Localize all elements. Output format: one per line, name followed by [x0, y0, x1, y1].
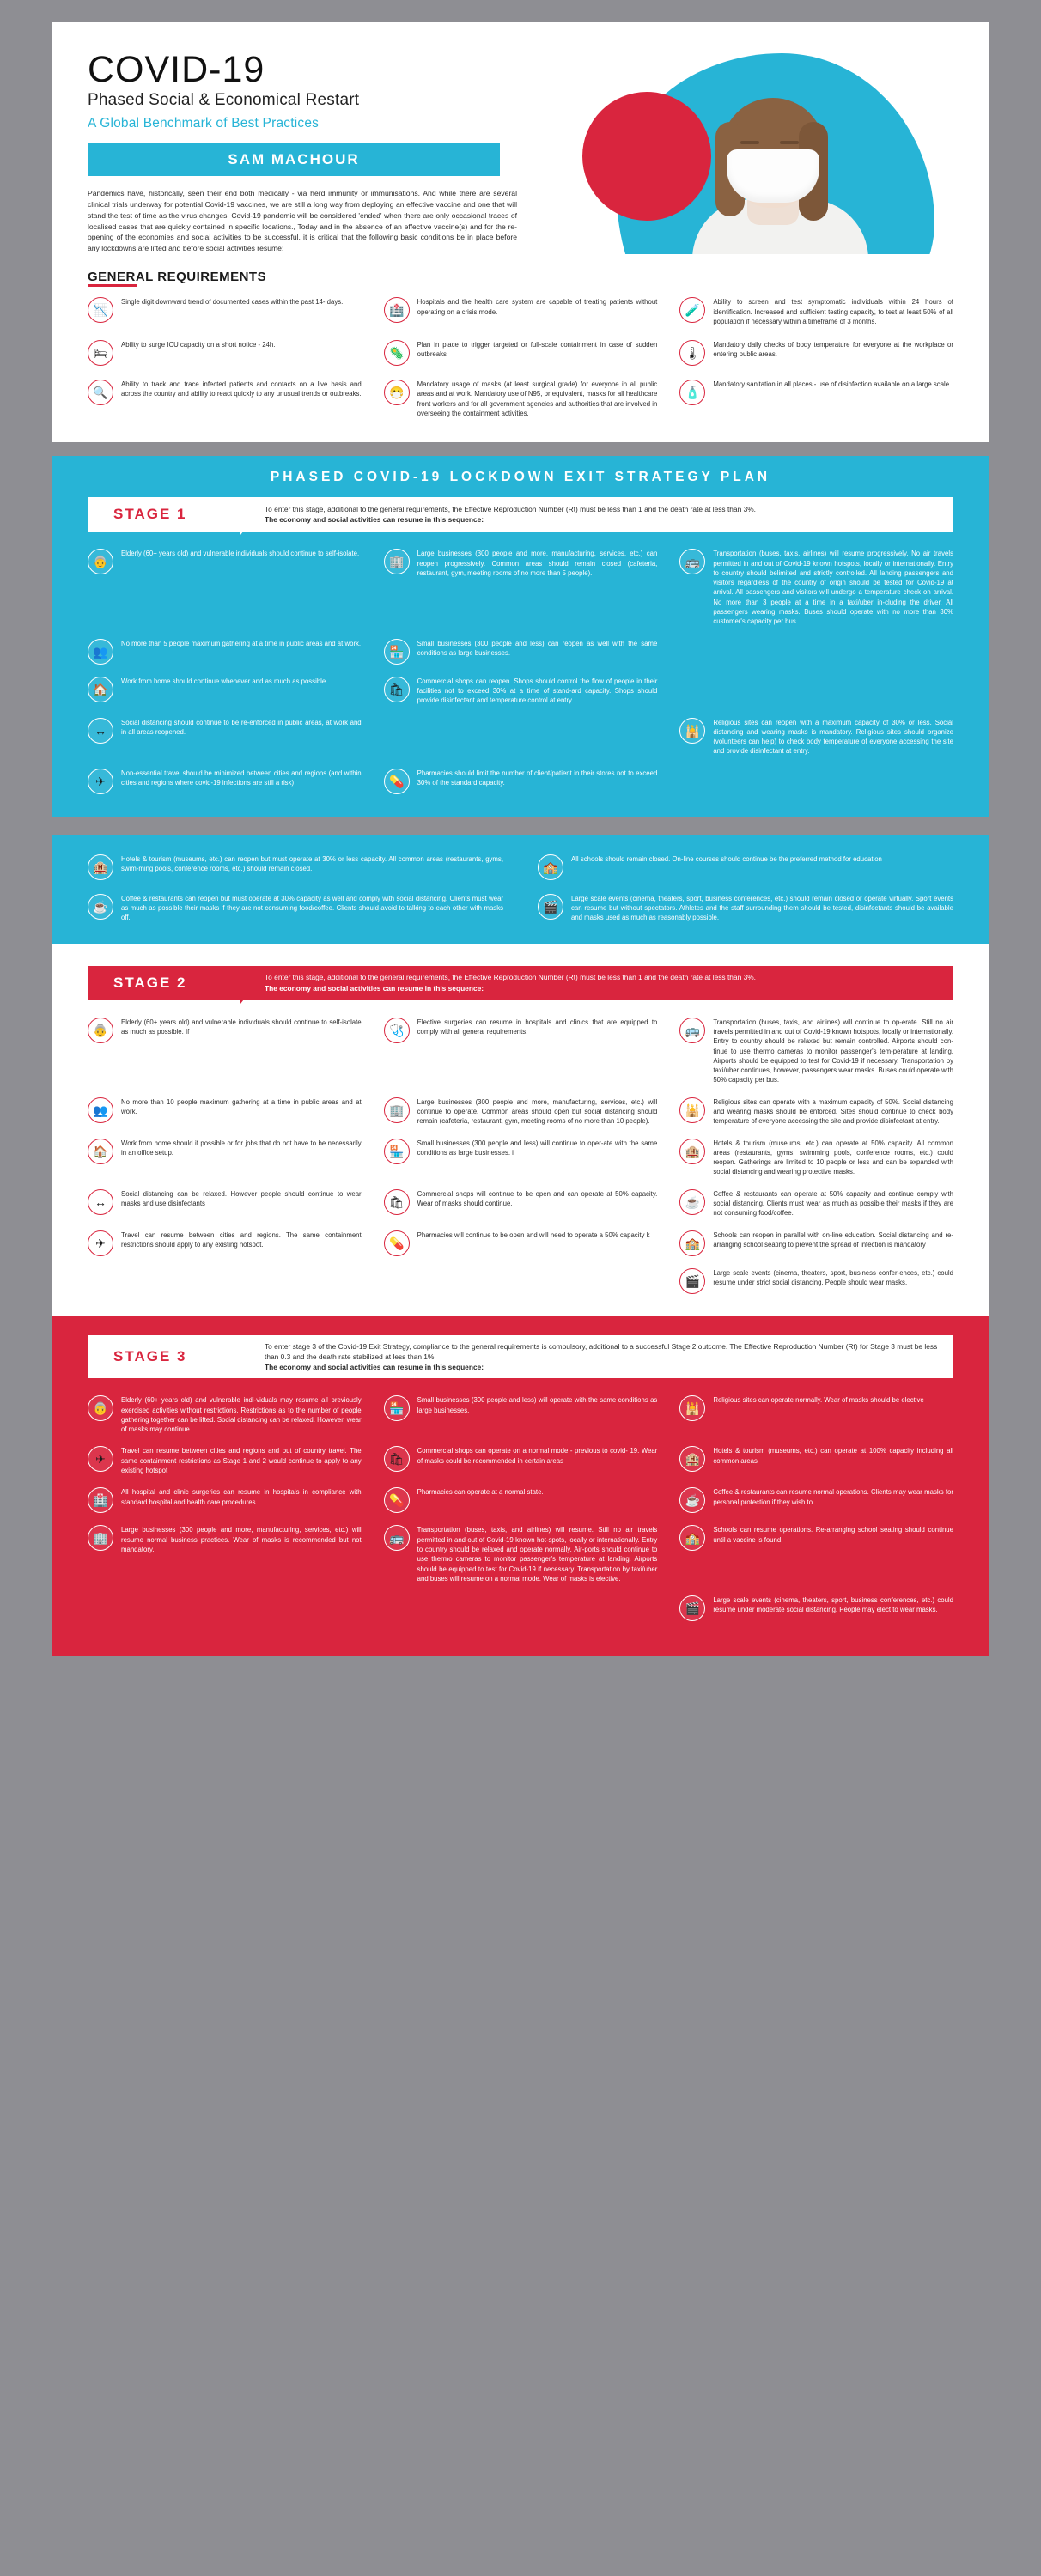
stage1-item	[88, 718, 362, 756]
stage3-item	[679, 1487, 953, 1513]
restaurant-icon: ☕	[679, 1487, 705, 1513]
stage1-item	[88, 639, 362, 665]
social-distancing-icon: ↔	[88, 1189, 113, 1215]
stage1-header	[52, 497, 989, 532]
stage3-item-text: Elderly (60+ years old) and vulnerable indi-viduals may resume all previously exercised activities without restrictions. Restrictions as to the number of people gathering together can be lifted. Social distancing can be relaxed. However, wear of masks may continue.	[121, 1396, 362, 1434]
stage1-item-text: Elderly (60+ years old) and vulnerable individuals should continue to self-isolate.	[121, 550, 360, 558]
stage1-item	[88, 854, 503, 880]
requirement-text: Mandatory usage of masks (at least surgical grade) for everyone in all public areas and at work. Mandatory use of N95, or equivalent, masks for all healthcare front workers and for all government agencies and authorities that are involved in overseeing the containment activities.	[417, 380, 658, 417]
requirement-item	[88, 340, 362, 366]
stage1-item	[679, 549, 953, 626]
stage3-item	[88, 1446, 362, 1475]
work-from-home-icon: 🏠	[88, 1139, 113, 1164]
stage1-continued-grid	[52, 835, 989, 944]
large-event-icon: 🎬	[679, 1595, 705, 1621]
travel-restriction-icon: ✈	[88, 1446, 113, 1472]
pharmacy-icon: 💊	[384, 769, 410, 794]
stage1-item-text: Social distancing should continue to be re-enforced in public areas, at work and in all areas reopened.	[121, 718, 362, 736]
hotel-icon: 🏨	[679, 1139, 705, 1164]
large-business-icon: 🏢	[384, 549, 410, 574]
stage2-desc-line1: To enter this stage, additional to the general requirements, the Effective Reproduction Number (Rt) must be less than 1 and the death rate at less than 3%.	[265, 973, 756, 982]
requirement-item	[88, 297, 362, 326]
stage1-desc-line1: To enter this stage, additional to the general requirements, the Effective Reproduction Number (Rt) must be less than 1 and the death rate at less than 3%.	[265, 505, 756, 514]
requirement-item	[679, 340, 953, 366]
stage3-item	[384, 1446, 658, 1475]
stage3-desc-line1: To enter stage 3 of the Covid-19 Exit Strategy, compliance to the general requirements is compulsory, additional to a successful Stage 2 outcome. The Effective Reproduction Number (Rt) for Stage 3 must be less than 0.3 and the death rate stabilized at less than 1%.	[265, 1341, 938, 1361]
page-tagline: A Global Benchmark of Best Practices	[88, 115, 320, 131]
stage1-item-text: Small businesses (300 people and less) can reopen as well with the same conditions as large businesses.	[417, 639, 658, 657]
stage3-item-text: All hospital and clinic surgeries can resume in hospitals in compliance with standard hospital and health care procedures.	[121, 1488, 362, 1506]
stage3-desc-line2: The economy and social activities can resume in this sequence:	[265, 1363, 484, 1372]
stage2-item-text: Social distancing can be relaxed. However people should continue to wear masks and use disinfectants	[121, 1189, 362, 1208]
stage3-panel	[52, 1316, 989, 1656]
hotel-icon: 🏨	[88, 854, 113, 880]
stage2-item	[88, 1097, 362, 1127]
requirement-text: Ability to track and trace infected patients and contacts on a live basis and across the country and ability to react quickly to any unusual trends or outbreaks.	[121, 380, 362, 398]
elderly-icon: 👵	[88, 549, 113, 574]
surgery-icon: 🩺	[384, 1018, 410, 1043]
downward-trend-icon: 📉	[88, 297, 113, 323]
stage3-header	[52, 1335, 989, 1379]
transport-icon: 🚌	[679, 549, 705, 574]
stage1-item-text: Work from home should continue whenever and as much as possible.	[121, 677, 328, 685]
shop-icon: 🛍	[384, 1189, 410, 1215]
school-icon: 🏫	[679, 1230, 705, 1256]
requirement-item	[384, 297, 658, 326]
stage2-item	[88, 1018, 362, 1085]
stage1-desc-line2: The economy and social activities can resume in this sequence:	[265, 515, 484, 525]
hero-section	[52, 22, 989, 254]
requirement-text: Ability to surge ICU capacity on a short notice - 24h.	[121, 341, 276, 349]
stage2-item	[679, 1230, 953, 1256]
shop-icon: 🛍	[384, 1446, 410, 1472]
page-subtitle: Phased Social & Economical Restart	[88, 90, 360, 109]
contact-tracing-icon: 🔍	[88, 380, 113, 405]
stage1-item-text: Coffee & restaurants can reopen but must operate at 30% capacity as well and comply with social distancing. Clients must wear as much as possible their masks if they are not consuming food/coffee. Clients should avoid to talking to each other with masks off.	[121, 894, 503, 922]
general-requirements-heading: GENERAL REQUIREMENTS	[88, 270, 267, 285]
stage2-item-text: Large businesses (300 people and more, manufacturing, services, etc.) will continue to operate. Common areas should open but social distancing should remain (cafeteria, restaurant, gym, meeting rooms of no more than 10 people).	[417, 1097, 658, 1126]
stage2-item-text: Religious sites can operate with a maximum capacity of 50%. Social distancing and wearing masks should be enforced. Sites should continue to check body temperature of everyone accessing the site and provide disinfectant at entry.	[713, 1097, 953, 1126]
work-from-home-icon: 🏠	[88, 677, 113, 702]
stage1-description	[240, 497, 953, 532]
stage2-panel	[52, 944, 989, 1316]
stage3-item	[88, 1487, 362, 1513]
stage1-item	[88, 677, 362, 706]
face-mask-icon: 😷	[384, 380, 410, 405]
stage3-item-text: Large scale events (cinema, theaters, sport, business conferences, etc.) could resume under moderate social distancing. People may elect to wear masks.	[713, 1596, 953, 1614]
stage3-item-text: Hotels & tourism (museums, etc.) can operate at 100% capacity including all common areas	[713, 1447, 953, 1465]
hospital-icon: 🏥	[384, 297, 410, 323]
transport-icon: 🚌	[679, 1018, 705, 1043]
stage1-item	[384, 677, 658, 706]
stage1-item	[384, 549, 658, 626]
requirement-text: Mandatory sanitation in all places - use of disinfection available on a large scale.	[713, 380, 952, 389]
stage3-item	[679, 1446, 953, 1475]
small-business-icon: 🏪	[384, 639, 410, 665]
religious-site-icon: 🕌	[679, 1097, 705, 1123]
stage1-item	[538, 854, 953, 880]
stage1-item-text: Large businesses (300 people and more, manufacturing, services, etc.) can reopen progressively. Common areas should remain closed (cafeteria, restaurant, gym, meeting rooms of no more than 5 people).	[417, 550, 658, 577]
stage1-item-text: Commercial shops can reopen. Shops should control the flow of people in their facilities not to exceed 30% at a time of stand-ard capacity. Shops should provide disinfectant and temperature control at entry.	[417, 677, 658, 705]
stage2-item-text: Travel can resume between cities and regions. The same containment restrictions should apply to any existing hotspot.	[121, 1230, 362, 1249]
stage1-item	[679, 718, 953, 756]
stage2-item	[88, 1230, 362, 1256]
stage2-item-text: Elective surgeries can resume in hospitals and clinics that are equipped to comply with all general requirements.	[417, 1018, 658, 1036]
stage1-item	[384, 639, 658, 665]
stage3-item-text: Travel can resume between cities and regions and out of country travel. The same containment restrictions as Stage 1 and 2 would continue to apply to any existing hotspot	[121, 1447, 362, 1475]
strategy-banner: PHASED COVID-19 LOCKDOWN EXIT STRATEGY PLAN	[270, 470, 771, 485]
stage3-item-text: Commercial shops can operate on a normal mode - previous to covid- 19. Wear of masks could be recommended in certain areas	[417, 1447, 658, 1465]
stage2-desc-line2: The economy and social activities can resume in this sequence:	[265, 983, 484, 993]
stage3-item-text: Small businesses (300 people and less) will operate with the same conditions as large businesses.	[417, 1396, 658, 1414]
stage3-item-text: Pharmacies can operate at a normal state.	[417, 1488, 544, 1497]
masked-woman-illustration	[668, 70, 892, 254]
stage1-item	[88, 549, 362, 626]
infographic-page	[52, 22, 989, 1656]
elderly-icon: 👵	[88, 1018, 113, 1043]
stage2-item	[384, 1189, 658, 1218]
pharmacy-icon: 💊	[384, 1487, 410, 1513]
large-business-icon: 🏢	[384, 1097, 410, 1123]
stage1-panel	[52, 456, 989, 816]
stage2-item	[88, 1139, 362, 1177]
large-event-icon: 🎬	[538, 894, 563, 920]
hospital-icon: 🏥	[88, 1487, 113, 1513]
stage2-item	[679, 1139, 953, 1177]
stage2-item-text: Transportation (buses, taxis, and airlines) will continue to op-erate. Still no air travels permitted in and out of Covid-19 known hotspots, locally or internationally. Entry to country should be relaxed but remain controlled. Airports should con-tinue to use thermo cameras to monitor passenger's tem-perature at landing. Airports should be equipped to test for Covid-19 if necessary. Transportation by taxi/uber continues, however, passengers wear masks. Buses could operate with 50% capacity per bus.	[713, 1018, 953, 1084]
stage3-item	[679, 1595, 953, 1621]
stage1-item-text: Large scale events (cinema, theaters, sport, business conferences, etc.) should remain closed or operate virtually. Sport events can resume but without spectators. Athletes and the staff surrounding them should be tested, disinfectants should be available and masks used as much as reasonably possible.	[571, 894, 953, 922]
stage3-item	[88, 1525, 362, 1583]
stage1-item-text: Pharmacies should limit the number of client/patient in their stores not to exceed 30% of the standard capacity.	[417, 769, 658, 787]
shop-icon: 🛍	[384, 677, 410, 702]
stage3-item-text: Coffee & restaurants can resume normal operations. Clients may wear masks for personal protection if they wish to.	[713, 1488, 953, 1506]
transport-icon: 🚌	[384, 1525, 410, 1551]
stage2-items-grid	[52, 1000, 989, 1316]
requirement-text: Mandatory daily checks of body temperature for everyone at the workplace or entering public areas.	[713, 341, 953, 359]
icu-bed-icon: 🛏	[88, 340, 113, 366]
thermometer-icon: 🌡	[679, 340, 705, 366]
requirement-text: Plan in place to trigger targeted or full-scale containment in case of sudden outbreaks	[417, 341, 658, 359]
stage1-item-text: Non-essential travel should be minimized between cities and regions (and within cities and regions where covid-19 infections are still a risk)	[121, 769, 362, 787]
stage2-item-text: Work from home should if possible or for jobs that do not have to be necessarily in an office setup.	[121, 1139, 362, 1157]
requirement-item	[679, 297, 953, 326]
stage1-item	[88, 769, 362, 794]
stage2-item-text: Large scale events (cinema, theaters, sport, business confer-ences, etc.) could resume under strict social distancing. People should wear masks.	[713, 1268, 953, 1286]
requirement-item	[679, 380, 953, 418]
small-business-icon: 🏪	[384, 1395, 410, 1421]
stage2-item	[384, 1230, 658, 1256]
stage3-item	[679, 1395, 953, 1434]
social-distancing-icon: ↔	[88, 718, 113, 744]
stage2-item	[384, 1018, 658, 1085]
stage2-item-text: Elderly (60+ years old) and vulnerable individuals should continue to self-isolate as much as possible. If	[121, 1018, 362, 1036]
stage3-item-text: Large businesses (300 people and more, manufacturing, services, etc.) will resume normal business practices. Wear of masks is recommended but not mandatory.	[121, 1526, 362, 1553]
stage3-label: STAGE 3	[88, 1335, 240, 1379]
testing-icon: 🧪	[679, 297, 705, 323]
people-gathering-icon: 👥	[88, 639, 113, 665]
stage1-item	[538, 894, 953, 923]
general-requirements-section	[52, 254, 989, 442]
page-title: COVID-19	[88, 49, 265, 90]
heading-underline	[88, 284, 137, 287]
stage2-header	[52, 966, 989, 1000]
requirement-item	[384, 340, 658, 366]
religious-site-icon: 🕌	[679, 718, 705, 744]
hero-illustration	[565, 45, 969, 254]
travel-restriction-icon: ✈	[88, 1230, 113, 1256]
intro-paragraph: Pandemics have, historically, seen their end both medically - via herd immunity or immunisations. And while there are several clinical trials underway for potential Covid-19 vaccines, we are still a long way from deploying an effective vaccine and one that will stand the test of time as the virus changes. Covid-19 pandemic will be considered 'ended' when there are only occasional traces of localised cases that are quickly contained in specific locations., Today and in the absence of an effective vaccine(s) and for the re-opening of the economies and social activities to be successful, it is critical that the following basic conditions be in place before any lockdowns are lifted and before social activities resume:	[88, 188, 517, 253]
face-mask-icon	[727, 149, 819, 203]
people-gathering-icon: 👥	[88, 1097, 113, 1123]
requirement-item	[88, 380, 362, 418]
stage2-item-text: Commercial shops will continue to be open and can operate at 50% capacity. Wear of masks should continue.	[417, 1189, 658, 1208]
stage3-items-grid	[52, 1378, 989, 1643]
stage1-item	[384, 769, 658, 794]
elderly-icon: 👵	[88, 1395, 113, 1421]
stage2-item-text: Coffee & restaurants can operate at 50% capacity and continue comply with social distancing. Clients must wear as much as possible their masks if they are not consuming food/coffee.	[713, 1189, 953, 1218]
stage3-item	[384, 1487, 658, 1513]
sanitizer-icon: 🧴	[679, 380, 705, 405]
stage2-item-text: Hotels & tourism (museums, etc.) can operate at 50% capacity. All common areas (restaurants, gyms, swimming pools, conference rooms, etc.) could reopen. Gatherings are limited to 10 people or less and can be expanded with social distancing and wearing protective masks.	[713, 1139, 953, 1176]
stage2-item-text: Schools can reopen in parallel with on-line education. Social distancing and re-arranging school seating to prevent the spread of infection is mandatory	[713, 1230, 953, 1249]
stage3-item	[679, 1525, 953, 1583]
stage1-items-grid	[52, 532, 989, 816]
stage2-item	[384, 1097, 658, 1127]
requirement-text: Ability to screen and test symptomatic individuals within 24 hours of identification. Increased and sufficient testing capacity, to test at least 50% of all population if necessary within a timeframe of 3 months.	[713, 298, 953, 325]
restaurant-icon: ☕	[679, 1189, 705, 1215]
pharmacy-icon: 💊	[384, 1230, 410, 1256]
restaurant-icon: ☕	[88, 894, 113, 920]
religious-site-icon: 🕌	[679, 1395, 705, 1421]
general-requirements-grid	[88, 297, 953, 418]
stage1-label: STAGE 1	[88, 497, 240, 532]
stage3-item-text: Transportation (buses, taxis, and airlines) will resume. Still no air travels permitted in and out of Covid-19 known hot-spots, locally or internationally. Entry to country should be relaxed and operate normally. Air-ports should continue to use thermo cameras to monitor passenger's temperature at landing. Airports should be equipped to test for Covid-19 if necessary. Transportation by taxi/uber and buses will resume on a normal mode. Wear of masks is elective.	[417, 1526, 658, 1583]
virus-containment-icon: 🦠	[384, 340, 410, 366]
stage2-description	[240, 966, 953, 1000]
school-closed-icon: 🏫	[538, 854, 563, 880]
stage2-label: STAGE 2	[88, 966, 240, 1000]
stage2-item	[679, 1189, 953, 1218]
stage2-item	[384, 1139, 658, 1177]
stage1-item-text: Transportation (buses, taxis, airlines) will resume progressively. No air travels permitted in and out of Covid-19 known hotspots, locally or internationally. Entry to country should belimited and strictly controlled. All landing passengers and visitors regardless of the country of origin should be tested for Covid-19 at arrival. All passengers and visitors will undergo a temperature check on arrival. No more than 3 people at a time in a taxi/uber in-cluding the driver. All passengers wearing masks. Buses should operate with no more than 30% customer's capacity per bus.	[713, 550, 953, 626]
stage2-item	[88, 1189, 362, 1218]
stage3-item	[88, 1395, 362, 1434]
stage3-item	[384, 1525, 658, 1583]
stage1-item-text: Religious sites can reopen with a maximum capacity of 30% or less. Social distancing and wearing masks is mandatory. Religious sites should organize (volunteers can help) to check body temperature of everyone accessing the site and provide disinfectant at entry.	[713, 718, 953, 756]
travel-restriction-icon: ✈	[88, 769, 113, 794]
requirement-text: Single digit downward trend of documented cases within the past 14- days.	[121, 298, 344, 307]
author-name-bar: SAM MACHOUR	[88, 143, 500, 176]
stage1-item-text: Hotels & tourism (museums, etc.) can reopen but must operate at 30% or less capacity. All common areas (restaurants, gyms, swim-ming pools, conference rooms, etc.) should remain closed.	[121, 854, 503, 873]
hotel-icon: 🏨	[679, 1446, 705, 1472]
stage1-item-text: No more than 5 people maximum gathering at a time in public areas and at work.	[121, 639, 362, 647]
requirement-text: Hospitals and the health care system are capable of treating patients without operating on a crisis mode.	[417, 298, 658, 316]
header-panel	[52, 22, 989, 442]
stage2-item-text: Pharmacies will continue to be open and will need to operate a 50% capacity k	[417, 1230, 650, 1239]
small-business-icon: 🏪	[384, 1139, 410, 1164]
stage3-item-text: Schools can resume operations. Re-arranging school seating should continue until a vaccine is found.	[713, 1526, 953, 1544]
large-event-icon: 🎬	[679, 1268, 705, 1294]
stage2-item-text: Small businesses (300 people and less) will continue to oper-ate with the same conditions as large businesses. i	[417, 1139, 658, 1157]
stage3-item	[384, 1395, 658, 1434]
stage2-item	[679, 1268, 953, 1294]
stage1-item-text: All schools should remain closed. On-line courses should continue be the preferred method for education	[571, 854, 882, 863]
large-business-icon: 🏢	[88, 1525, 113, 1551]
stage1-item	[88, 894, 503, 923]
stage2-item	[679, 1018, 953, 1085]
stage2-item	[679, 1097, 953, 1127]
school-icon: 🏫	[679, 1525, 705, 1551]
stage3-description	[240, 1335, 953, 1379]
stage3-item-text: Religious sites can operate normally. Wear of masks should be elective	[713, 1396, 924, 1405]
stage2-item-text: No more than 10 people maximum gathering at a time in public areas and at work.	[121, 1097, 362, 1115]
stage1-continued-panel	[52, 835, 989, 944]
requirement-item	[384, 380, 658, 418]
